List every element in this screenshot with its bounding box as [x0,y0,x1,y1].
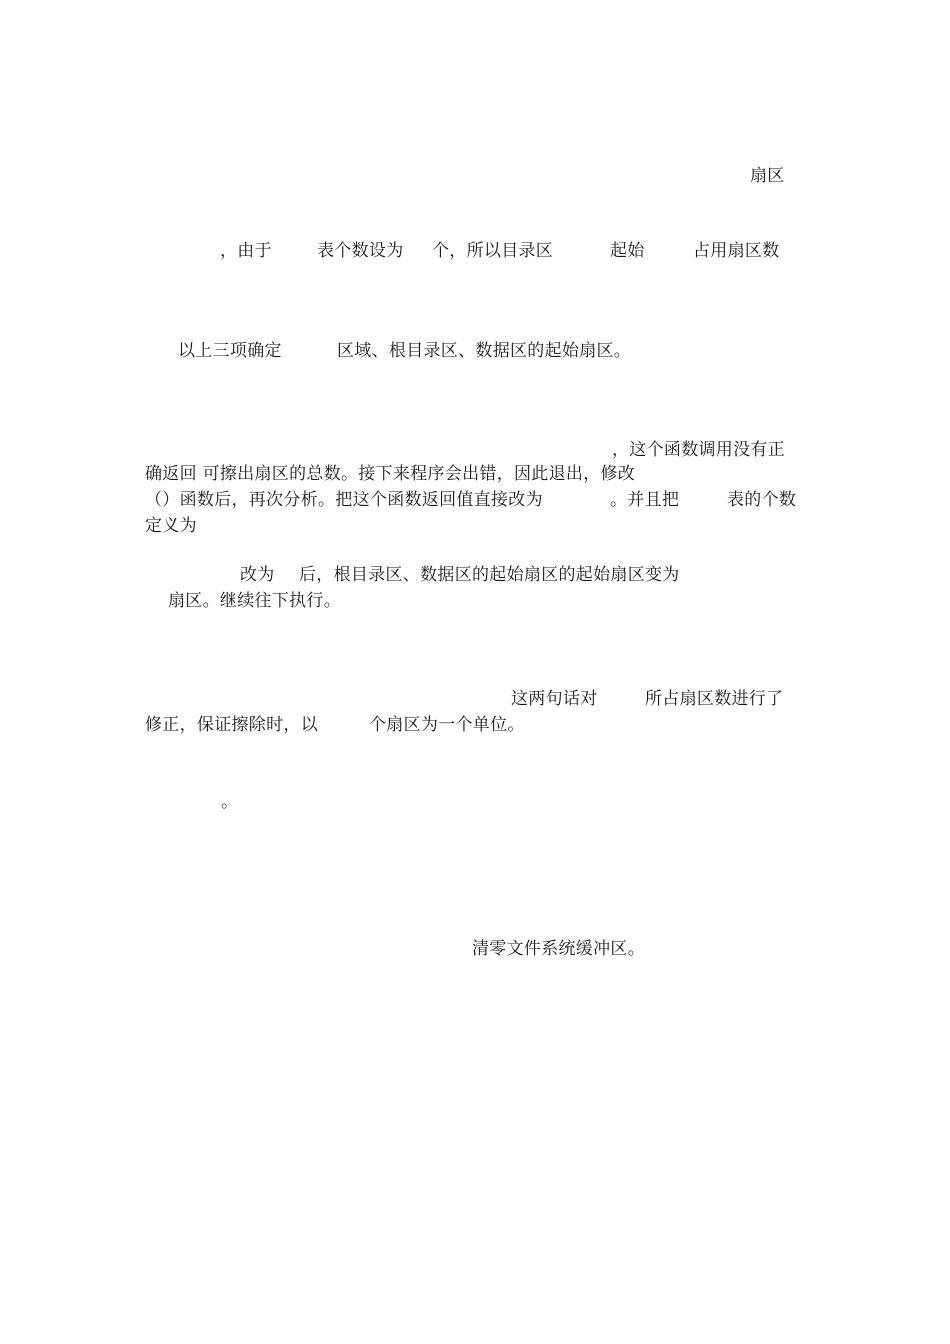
text-fragment: 。并且把 [610,490,680,510]
text-fragment: 清零文件系统缓冲区。 [472,939,645,959]
text-fragment: 扇区。继续往下执行。 [168,591,341,611]
text-fragment: 区域、根目录区、数据区的起始扇区。 [337,341,632,361]
text-fragment: 表个数设为 [317,241,404,261]
text-fragment: 确返回 可擦出扇区的总数。接下来程序会出错，因此退出，修改 [145,464,636,484]
text-fragment: 个扇区为一个单位。 [369,715,525,735]
text-fragment: 改为 [240,565,275,585]
text-fragment: 。 [221,792,239,812]
text-fragment: 占用扇区数 [693,241,780,261]
text-fragment: ，由于 [220,241,272,261]
text-fragment: 修正，保证擦除时，以 [145,715,318,735]
text-fragment: ，这个函数调用没有正 [612,440,785,460]
text-fragment: 所占扇区数进行了 [645,689,784,709]
text-fragment: 这两句话对 [511,689,598,709]
text-fragment: 以上三项确定 [178,341,282,361]
text-fragment: （）函数后，再次分析。把这个函数返回值直接改为 [145,490,543,510]
text-fragment: 定义为 [145,516,197,536]
text-fragment: 个，所以目录区 [432,241,554,261]
text-fragment: 后，根目录区、数据区的起始扇区的起始扇区变为 [299,565,680,585]
text-fragment: 起始 [610,241,645,261]
text-fragment: 表的个数 [727,490,797,510]
text-fragment: 扇区 [750,166,785,186]
